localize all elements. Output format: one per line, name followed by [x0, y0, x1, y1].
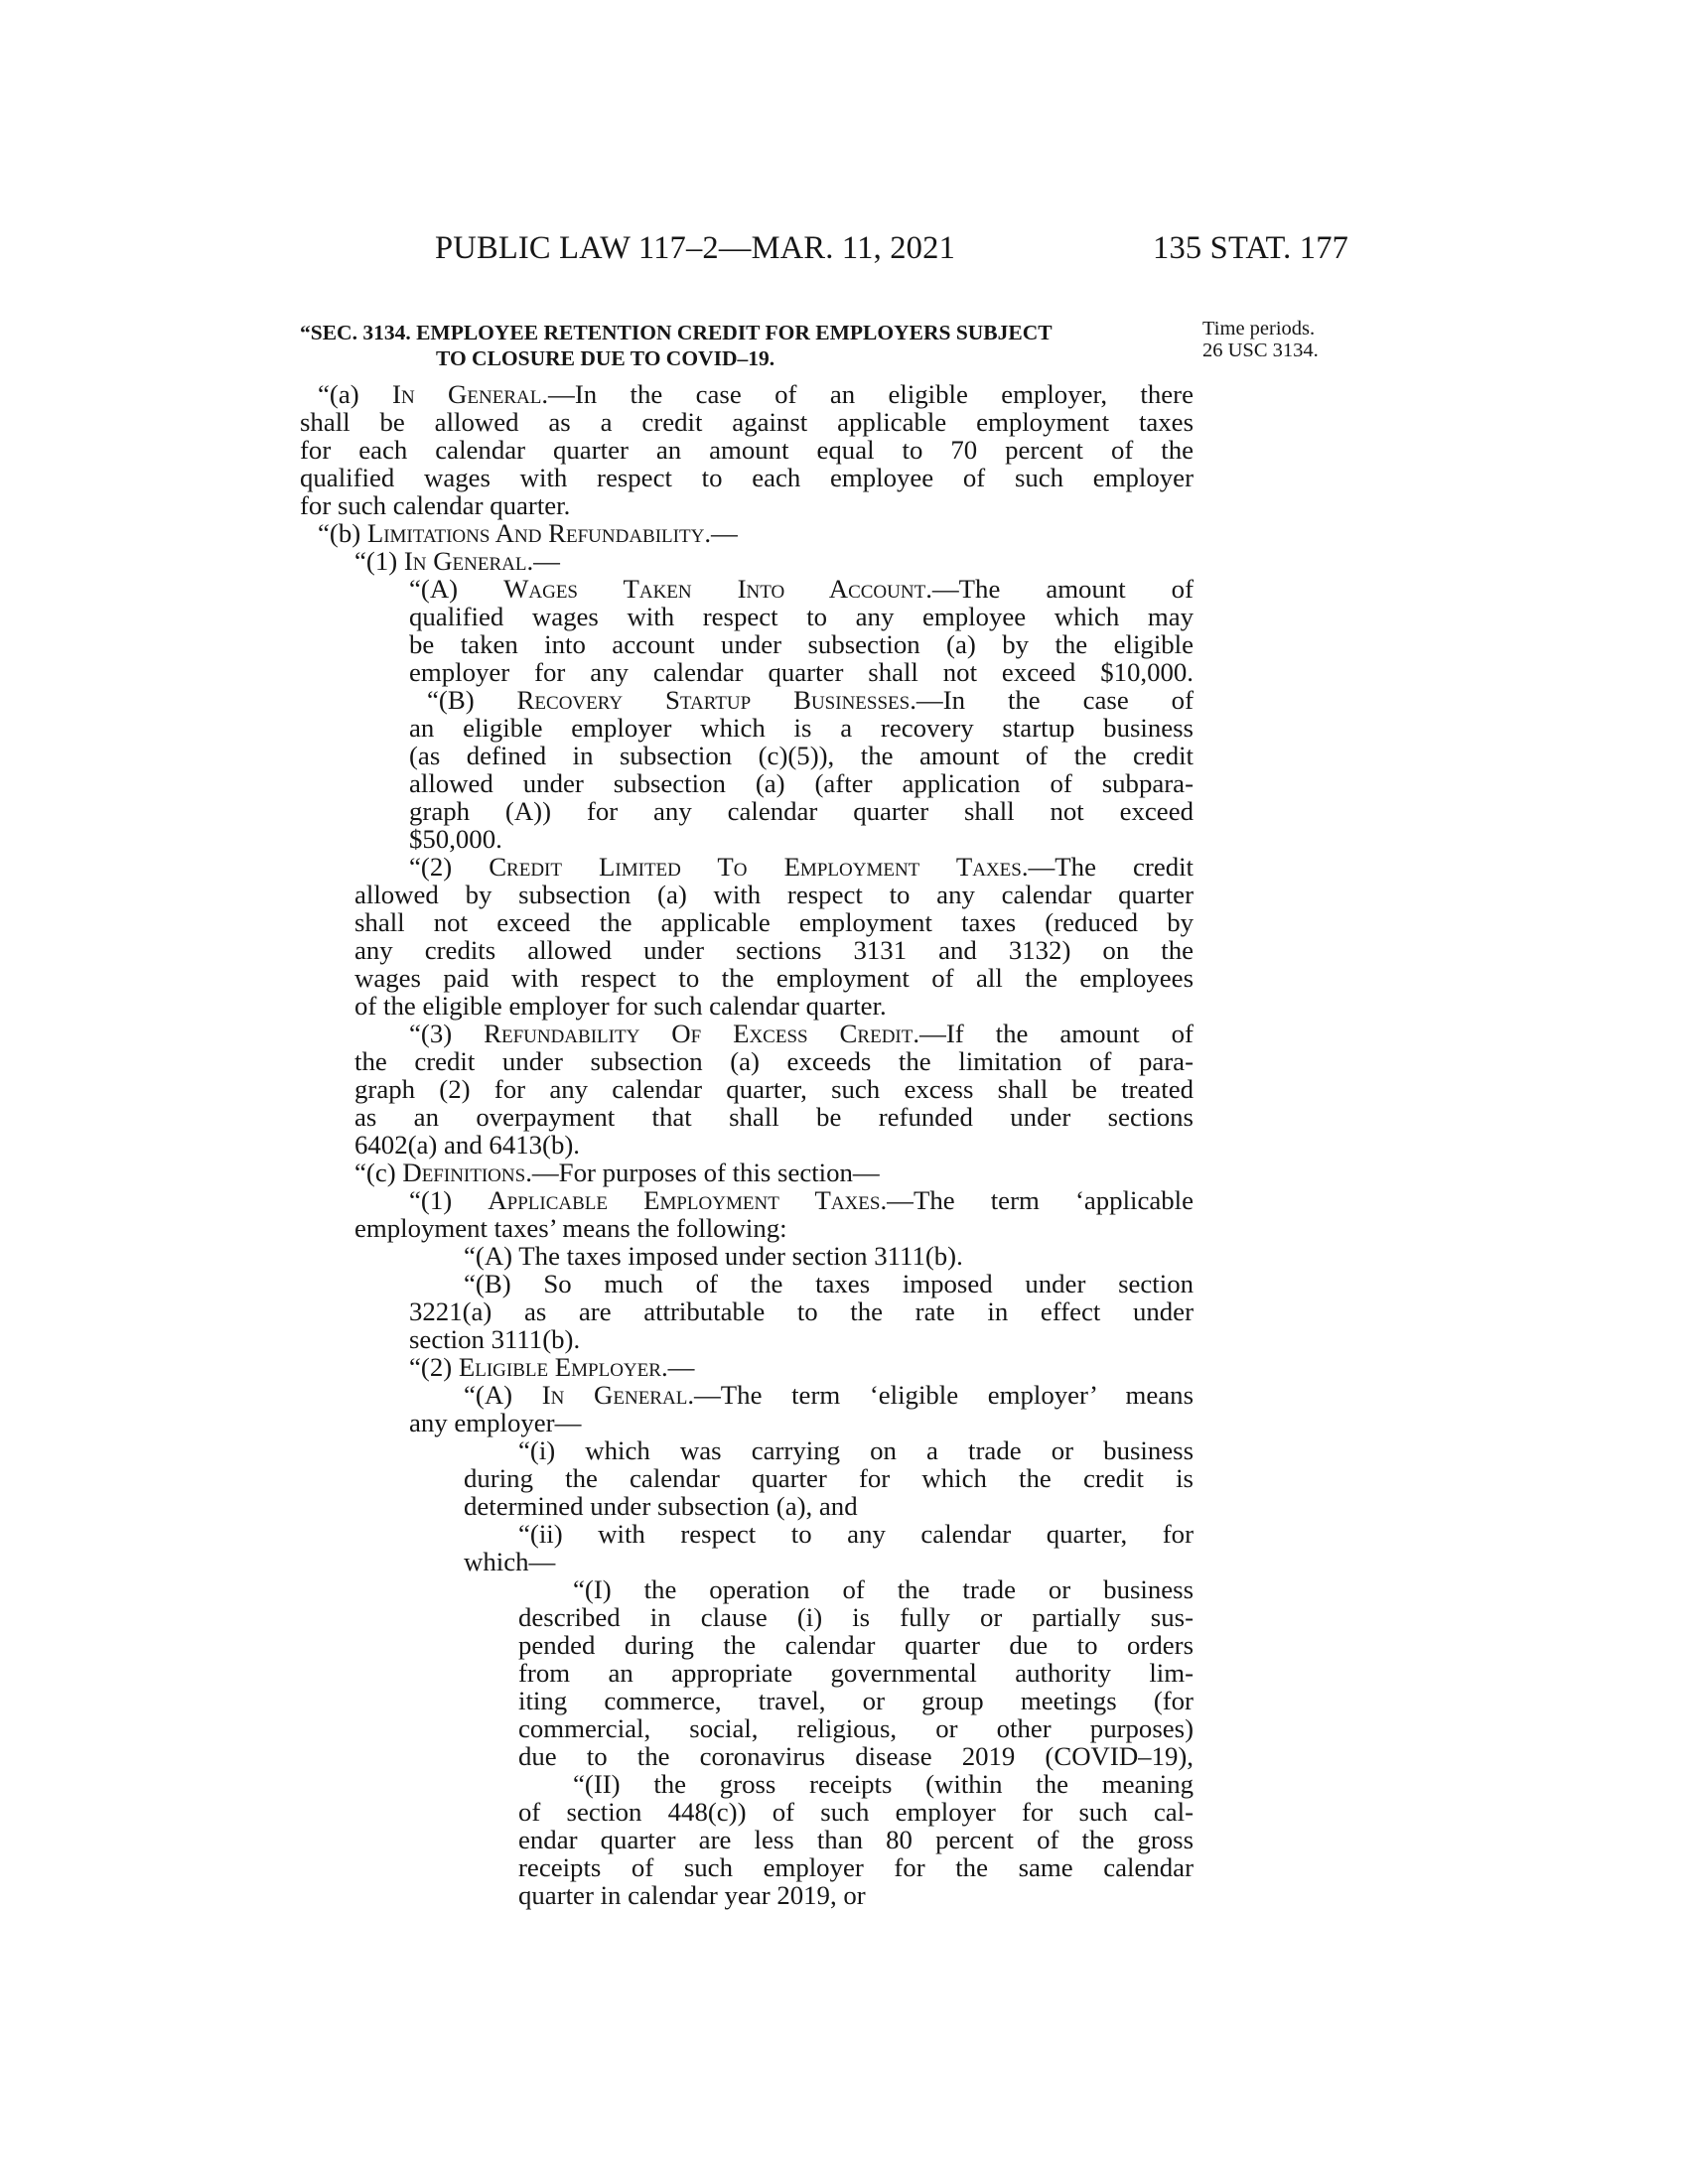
body-line: 6402(a) and 6413(b). — [354, 1130, 580, 1160]
body-line: from an appropriate governmental authority lim- — [518, 1658, 1194, 1688]
subsection-heading: Recovery Startup Businesses — [516, 685, 911, 715]
body-line: graph (2) for any calendar quarter, such excess shall be treated — [354, 1074, 1194, 1104]
section-heading — [300, 320, 1194, 371]
body-line: “(1) In General.— — [354, 546, 560, 576]
subsection-heading: Credit Limited To Employment Taxes — [489, 852, 1022, 882]
body-line: shall not exceed the applicable employment taxes (reduced by — [354, 907, 1194, 937]
body-line: shall be allowed as a credit against applicable employment taxes — [300, 407, 1194, 437]
body-line: for each calendar quarter an amount equal to 70 percent of the — [300, 435, 1194, 465]
body-line: pended during the calendar quarter due to orders — [518, 1630, 1194, 1660]
body-line: “(A) The taxes imposed under section 3111(b). — [464, 1241, 963, 1271]
body-line: “(2) Credit Limited To Employment Taxes.—The credit — [409, 852, 1195, 882]
subsection-heading: Eligible Employer — [458, 1352, 661, 1382]
body-line: employment taxes’ means the following: — [354, 1213, 787, 1243]
subsection-heading: In General — [403, 546, 527, 576]
body-line: “(1) Applicable Employment Taxes.—The term ‘applicable — [409, 1185, 1194, 1215]
marginal-notes — [1202, 318, 1319, 361]
body-line: determined under subsection (a), and — [464, 1491, 858, 1521]
body-line: “(I) the operation of the trade or business — [573, 1574, 1194, 1604]
body-line: “(3) Refundability Of Excess Credit.—If the amount of — [409, 1019, 1194, 1048]
section-heading-line: TO CLOSURE DUE TO COVID–19. — [436, 346, 775, 370]
body-line: for such calendar quarter. — [300, 490, 571, 520]
body-line: be taken into account under subsection (a) by the eligible — [409, 629, 1194, 659]
body-line: “(B) Recovery Startup Businesses.—In the case of — [427, 685, 1194, 715]
running-header: PUBLIC LAW 117–2—MAR. 11, 2021 — [435, 230, 956, 266]
body-line: (as defined in subsection (c)(5)), the amount of the credit — [409, 741, 1194, 770]
page-stat-number: 135 STAT. 177 — [1153, 230, 1349, 266]
body-line: “(II) the gross receipts (within the meaning — [573, 1769, 1194, 1799]
body-line: allowed by subsection (a) with respect to any calendar quarter — [354, 880, 1194, 909]
body-line: allowed under subsection (a) (after application of subpara- — [409, 768, 1194, 798]
body-line: as an overpayment that shall be refunded under sections — [354, 1102, 1194, 1132]
body-line: due to the coronavirus disease 2019 (COVID–19), — [518, 1741, 1194, 1771]
body-line: section 3111(b). — [409, 1324, 581, 1354]
body-line: $50,000. — [409, 824, 502, 854]
body-line: “(b) Limitations And Refundability.— — [318, 518, 738, 548]
body-line: “(c) Definitions.—For purposes of this section— — [354, 1158, 880, 1187]
body-line: graph (A)) for any calendar quarter shall not exceed — [409, 796, 1194, 826]
body-line: any employer— — [409, 1408, 582, 1437]
body-line: endar quarter are less than 80 percent of the gross — [518, 1825, 1194, 1854]
body-line: quarter in calendar year 2019, or — [518, 1880, 866, 1910]
body-line: an eligible employer which is a recovery startup business — [409, 713, 1194, 743]
body-line: “(B) So much of the taxes imposed under section — [464, 1269, 1194, 1298]
body-line: of the eligible employer for such calendar quarter. — [354, 991, 887, 1021]
body-line: “(2) Eligible Employer.— — [409, 1352, 695, 1382]
body-line: qualified wages with respect to each employee of such employer — [300, 463, 1194, 492]
subsection-heading: Wages Taken Into Account — [503, 574, 926, 604]
body-line: any credits allowed under sections 3131 and 3132) on the — [354, 935, 1194, 965]
subsection-heading: In General — [541, 1380, 688, 1410]
body-line: “(A) In General.—The term ‘eligible employer’ means — [464, 1380, 1194, 1410]
body-line: “(a) In General.—In the case of an eligible employer, there — [318, 379, 1194, 409]
body-line: “(i) which was carrying on a trade or business — [518, 1435, 1194, 1465]
subsection-heading: Limitations And Refundability — [366, 518, 705, 548]
body-line: of section 448(c)) of such employer for such cal- — [518, 1797, 1194, 1827]
body-line: during the calendar quarter for which the credit is — [464, 1463, 1194, 1493]
body-line: commercial, social, religious, or other purposes) — [518, 1713, 1194, 1743]
marginal-note-time-periods: Time periods. — [1202, 318, 1316, 340]
body-line: qualified wages with respect to any employee which may — [409, 602, 1194, 631]
subsection-heading: Applicable Employment Taxes — [488, 1185, 881, 1215]
subsection-heading: Refundability Of Excess Credit — [484, 1019, 914, 1048]
section-heading-line: “SEC. 3134. EMPLOYEE RETENTION CREDIT FOR EMPLOYERS SUBJECT — [300, 321, 1053, 344]
body-line: the credit under subsection (a) exceeds the limitation of para- — [354, 1046, 1194, 1076]
subsection-heading: Definitions — [402, 1158, 526, 1187]
body-line: employer for any calendar quarter shall not exceed $10,000. — [409, 657, 1194, 687]
body-line: wages paid with respect to the employment of all the employees — [354, 963, 1194, 993]
body-line: described in clause (i) is fully or partially sus- — [518, 1602, 1194, 1632]
body-line: which— — [464, 1547, 556, 1576]
marginal-note-usc: 26 USC 3134. — [1202, 340, 1319, 361]
body-line: 3221(a) as are attributable to the rate in effect under — [409, 1297, 1194, 1326]
subsection-heading: In General — [392, 379, 542, 409]
body-line: “(A) Wages Taken Into Account.—The amount of — [409, 574, 1194, 604]
body-line: “(ii) with respect to any calendar quarter, for — [518, 1519, 1194, 1549]
body-line: iting commerce, travel, or group meetings (for — [518, 1686, 1194, 1715]
body-line: receipts of such employer for the same calendar — [518, 1852, 1194, 1882]
